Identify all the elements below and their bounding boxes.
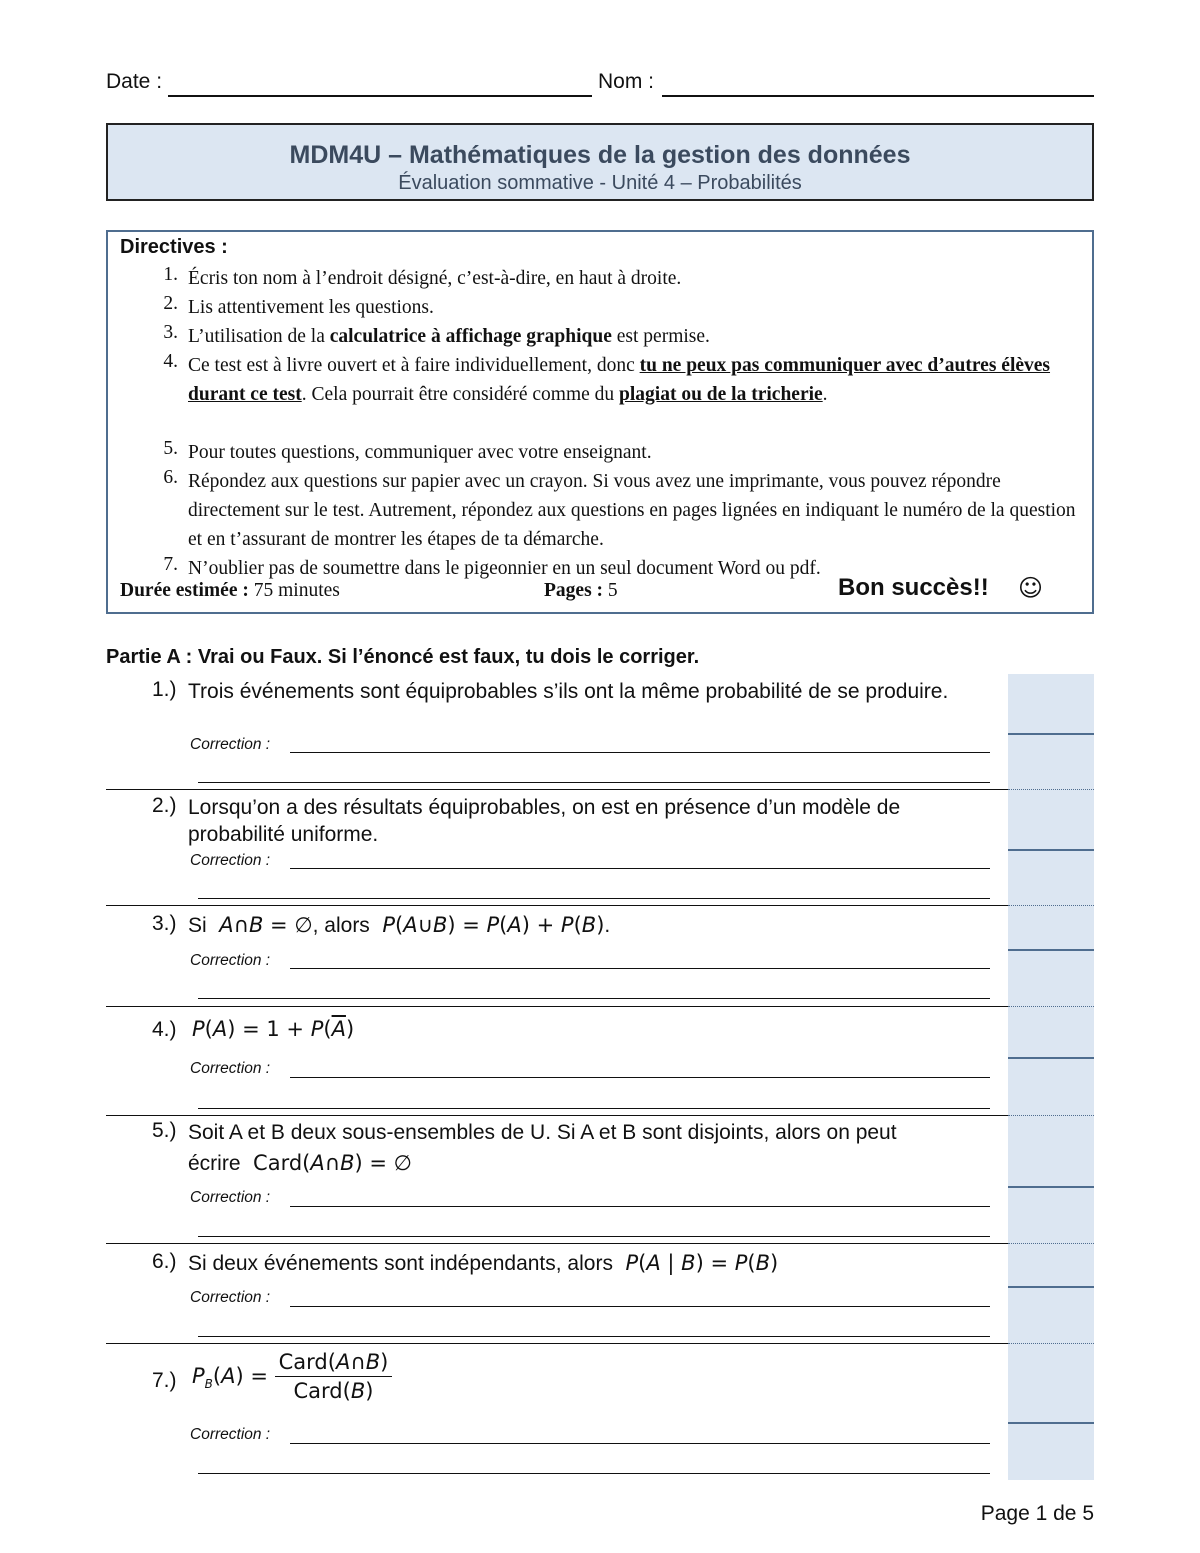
score-box[interactable] <box>1008 1057 1094 1059</box>
score-box[interactable] <box>1008 733 1094 735</box>
question-number: 7.) <box>152 1369 177 1392</box>
name-field-line[interactable] <box>662 95 1094 97</box>
correction-line[interactable] <box>290 1443 990 1444</box>
formula-union-sum: P(A∪B) = P(A) + P(B) <box>375 913 605 937</box>
correction-label: Correction : <box>190 1189 271 1206</box>
correction-label: Correction : <box>190 852 271 869</box>
smiley-icon: ☺ <box>1018 574 1044 602</box>
question-separator <box>106 1006 1008 1007</box>
correction-line[interactable] <box>290 1306 990 1307</box>
question-4-text <box>192 1016 592 1043</box>
correction-line[interactable] <box>290 968 990 969</box>
directives-box: Directives : 1. Écris ton nom à l’endroit désigné, c’est-à-dire, en haut à droite. 2. Lis attentivement les questions. 3. L’utilisation de la calculatrice à affichage graphique est permise. 4. Ce test est à livre ouvert et à faire individuellement, donc tu ne peux pas communiquer avec d’autres élèves durant ce test. Cela pourrait être considéré comme du plagiat ou de la tricherie. 5. Pour toutes questions, communiquer avec votre enseignant. 6. Répondez aux questions sur papier avec un crayon. Si vous avez une imprimante, vous pouvez répondre directement sur le test. Autrement, répondez aux questions en pages lignées en indiquant le numéro de la question et en t’assurant de montrer les étapes de ta démarche. 7. N’oublier pas de soumettre dans le pigeonnier en un seul document Word ou pdf. Durée estimée : 75 minutes Pages : 5 Bon succès!! ☺ <box>106 230 1094 614</box>
question-number: 5.) <box>152 1119 177 1142</box>
question-5-text: Soit A et B deux sous-ensembles de U. Si A et B sont disjoints, alors on peut <box>188 1121 897 1144</box>
evaluation-subtitle: Évaluation sommative - Unité 4 – Probabilités <box>398 172 802 194</box>
score-divider <box>1008 1243 1094 1244</box>
formula-complement: $P(A) = 1 + P(\overline{A})$ <box>192 1017 355 1041</box>
question-2-text: Lorsqu’on a des résultats équiprobables, on est en présence d’un modèle de probabilité uniforme. <box>188 796 901 846</box>
correction-line[interactable] <box>290 868 990 869</box>
name-label: Nom : <box>598 70 655 93</box>
correction-line[interactable] <box>290 752 990 753</box>
formula-conditional: $P_B(A)$ = $\frac{\text{Card(A∩B)}}{\text{Card(B)}}$ <box>192 1364 392 1388</box>
question-number: 3.) <box>152 912 177 935</box>
good-luck: Bon succès!! <box>838 574 989 601</box>
formula-card-empty: Card(A∩B) = ∅ <box>253 1151 412 1175</box>
score-divider <box>1008 1115 1094 1116</box>
score-box[interactable] <box>1008 1422 1094 1424</box>
directives-heading: Directives : <box>120 236 228 258</box>
score-box[interactable] <box>1008 849 1094 851</box>
correction-label: Correction : <box>190 1289 271 1306</box>
correction-line[interactable] <box>198 1108 990 1109</box>
score-box[interactable] <box>1008 1186 1094 1188</box>
correction-line[interactable] <box>198 898 990 899</box>
partA-title: Partie A : Vrai ou Faux. Si l’énoncé est faux, tu dois le corriger. <box>106 646 700 668</box>
question-number: 4.) <box>152 1018 177 1041</box>
correction-label: Correction : <box>190 1060 271 1077</box>
correction-line[interactable] <box>198 1236 990 1237</box>
question-separator <box>106 1343 1008 1344</box>
score-divider <box>1008 1343 1094 1344</box>
duration-value: 75 minutes <box>253 580 340 601</box>
date-label: Date : <box>106 70 163 93</box>
formula-independence: P(A | B) = P(B) <box>618 1251 779 1275</box>
pages-label: Pages : <box>544 580 604 601</box>
question-number: 6.) <box>152 1250 177 1273</box>
question-separator <box>106 789 1008 790</box>
question-number: 1.) <box>152 678 177 701</box>
title-box <box>106 123 1094 201</box>
question-7-formula <box>192 1350 392 1403</box>
pages-value: 5 <box>607 580 618 601</box>
score-divider <box>1008 905 1094 906</box>
correction-line[interactable] <box>290 1077 990 1078</box>
duration-label: Durée estimée : <box>120 580 249 601</box>
question-separator <box>106 1115 1008 1116</box>
correction-line[interactable] <box>198 1336 990 1337</box>
score-column <box>1008 674 1094 1480</box>
score-box[interactable] <box>1008 1286 1094 1288</box>
correction-line[interactable] <box>290 1206 990 1207</box>
course-title: MDM4U – Mathématiques de la gestion des données <box>289 141 911 169</box>
question-6-text: Si deux événements sont indépendants, alors P(A | B) = P(B) <box>188 1251 779 1275</box>
score-divider <box>1008 789 1094 790</box>
correction-line[interactable] <box>198 782 990 783</box>
score-box[interactable] <box>1008 949 1094 951</box>
question-separator <box>106 1243 1008 1244</box>
date-field-line[interactable] <box>168 95 592 97</box>
question-number: 2.) <box>152 794 177 817</box>
score-divider <box>1008 1006 1094 1007</box>
question-3-text: Si A∩B = ∅, alors P(A∪B) = P(A) + P(B). <box>188 913 611 937</box>
correction-line[interactable] <box>198 1473 990 1474</box>
correction-label: Correction : <box>190 736 271 753</box>
correction-label: Correction : <box>190 1426 271 1443</box>
formula-intersection-empty: A∩B = ∅ <box>212 913 313 937</box>
page-number: Page 1 de 5 <box>980 1502 1094 1525</box>
correction-line[interactable] <box>198 998 990 999</box>
correction-label: Correction : <box>190 952 271 969</box>
question-separator <box>106 905 1008 906</box>
question-5-text-line2: écrire Card(A∩B) = ∅ <box>188 1151 412 1175</box>
question-1-text: Trois événements sont équiprobables s’ils ont la même probabilité de se produire. <box>188 680 949 703</box>
